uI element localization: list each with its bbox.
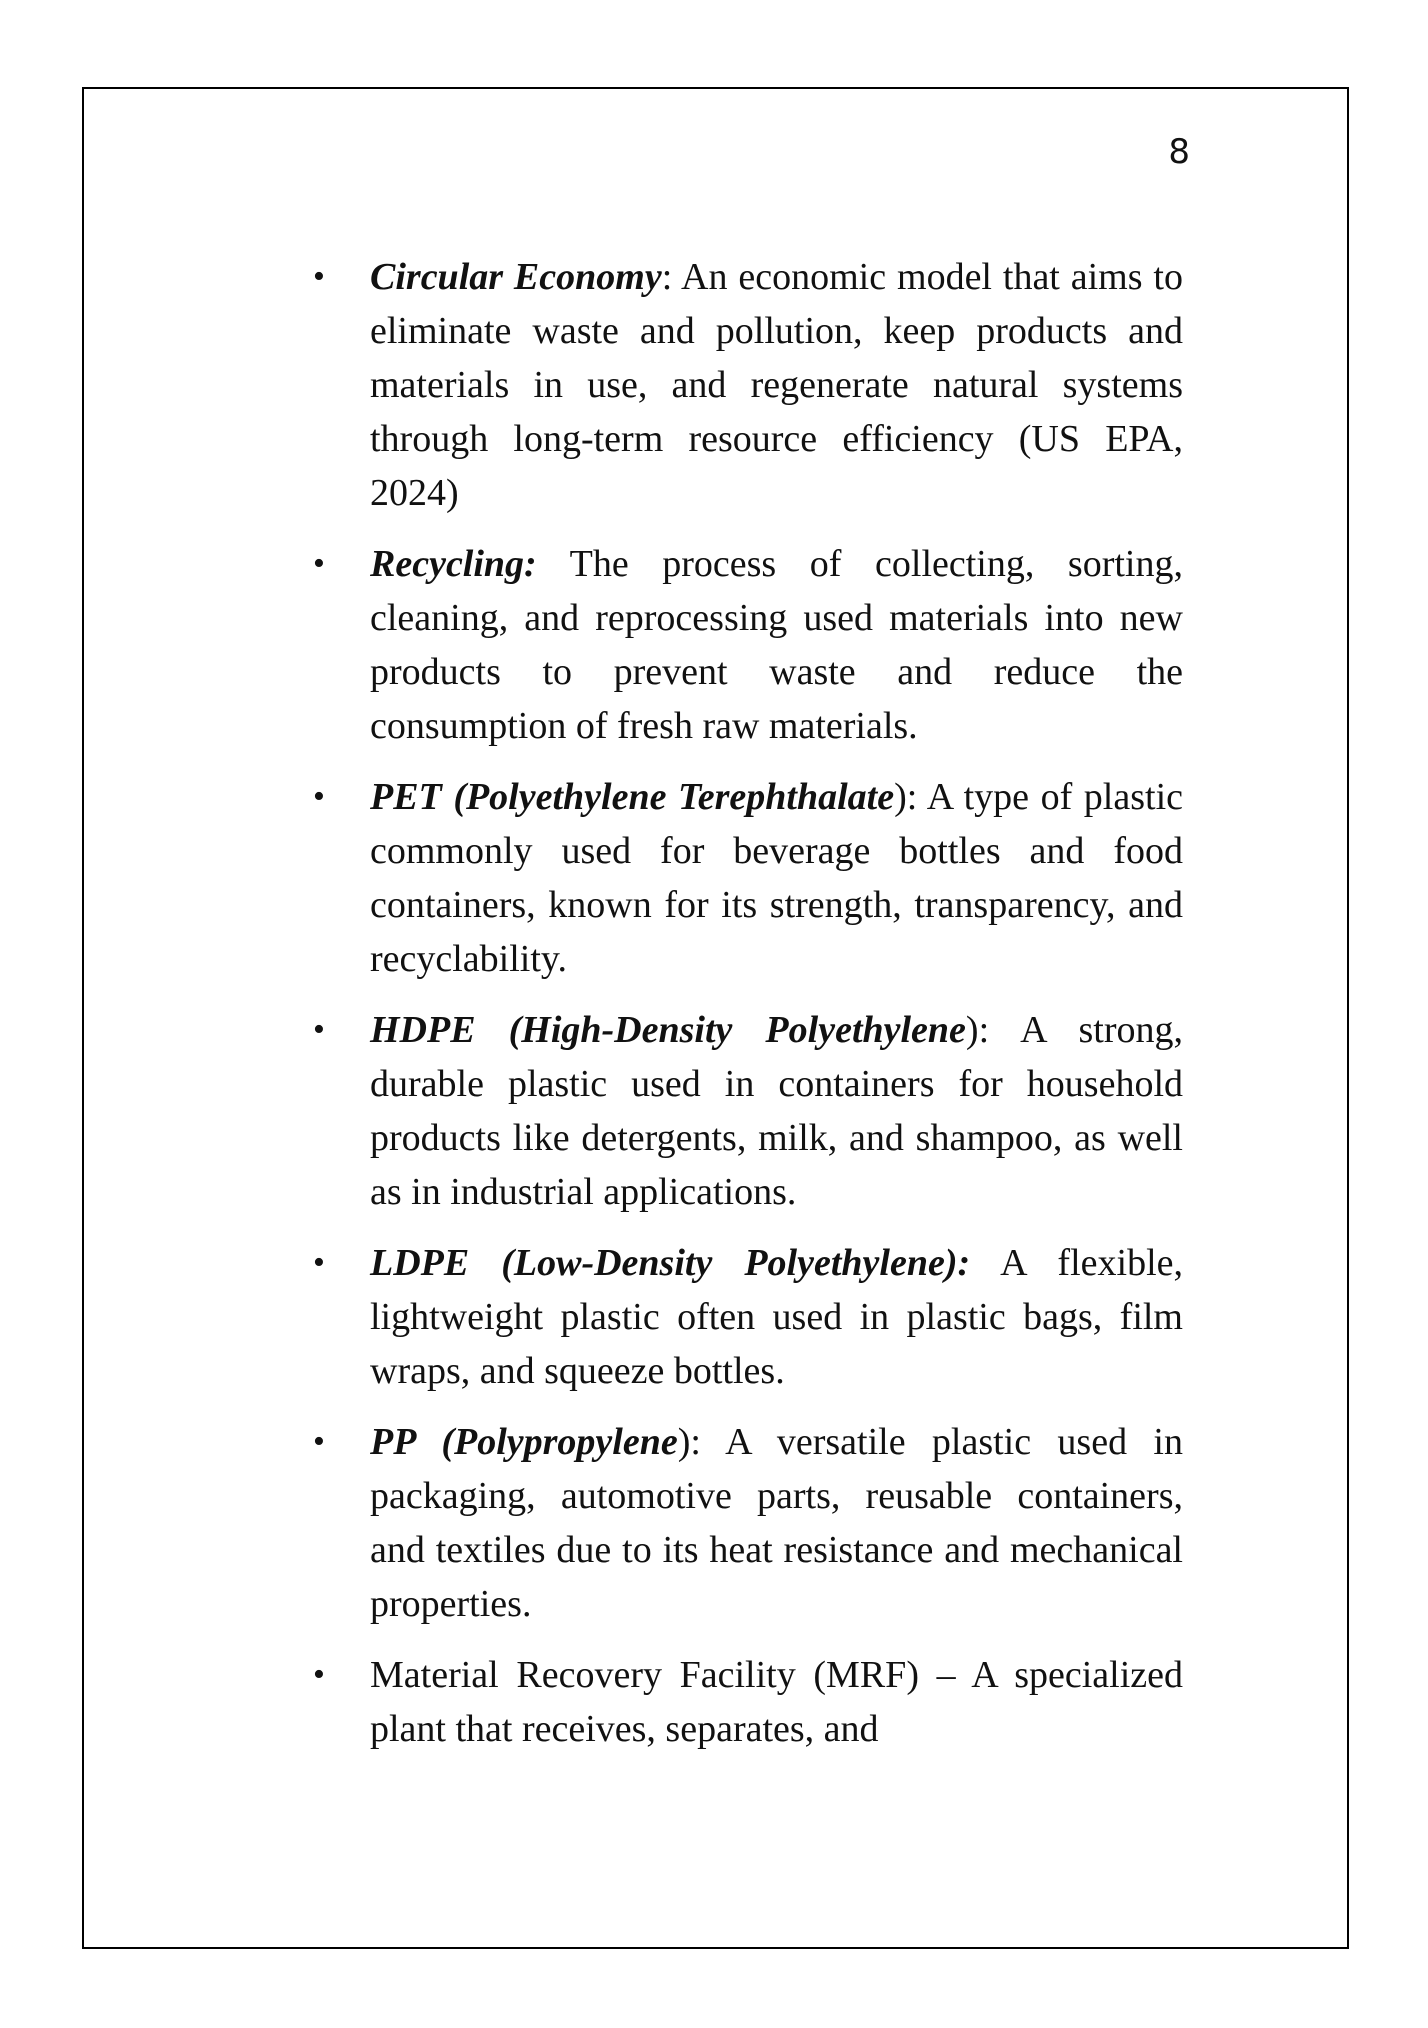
definition-ldpe: A flexible, lightweight plastic often used in plastic bags, film wraps, and squeeze bottles. xyxy=(370,1242,1183,1392)
definition-hdpe: ): A strong, durable plastic used in containers for household products like detergents, milk, and shampoo, as well as in industrial applications. xyxy=(370,1009,1183,1213)
bullet-icon: • xyxy=(313,258,325,295)
definition-pp: ): A versatile plastic used in packaging, automotive parts, reusable containers, and textiles due to its heat resistance and mechanical properties. xyxy=(370,1421,1183,1625)
glossary-item-pp xyxy=(313,1415,1183,1631)
glossary-item-pet xyxy=(313,770,1183,986)
bullet-icon: • xyxy=(313,1656,325,1693)
term-ldpe: LDPE (Low-Density Polyethylene): xyxy=(370,1242,971,1284)
glossary-item-circular-economy xyxy=(313,250,1183,520)
definition-circular-economy: : An economic model that aims to eliminate waste and pollution, keep products and materials in use, and regenerate natural systems through long-term resource efficiency (US EPA, 2024) xyxy=(370,256,1183,514)
term-pet: PET (Polyethylene Terephthalate xyxy=(370,776,895,818)
term-recycling: Recycling: xyxy=(370,543,537,585)
term-hdpe: HDPE (High-Density Polyethylene xyxy=(370,1009,966,1051)
definition-recycling: The process of collecting, sorting, cleaning, and reprocessing used materials into new products to prevent waste and reduce the consumption of fresh raw materials. xyxy=(370,543,1183,747)
definition-pet: ): A type of plastic commonly used for beverage bottles and food containers, known for its strength, transparency, and recyclability. xyxy=(370,776,1183,980)
bullet-icon: • xyxy=(313,545,325,582)
bullet-icon: • xyxy=(313,1244,325,1281)
bullet-icon: • xyxy=(313,1011,325,1048)
page-number: 8 xyxy=(1168,132,1190,172)
glossary-item-hdpe xyxy=(313,1003,1183,1219)
bullet-icon: • xyxy=(313,1423,325,1460)
glossary-item-recycling xyxy=(313,537,1183,753)
glossary-item-mrf xyxy=(313,1648,1183,1756)
definition-mrf: Material Recovery Facility (MRF) – A specialized plant that receives, separates, and xyxy=(370,1654,1183,1750)
term-circular-economy: Circular Economy xyxy=(370,256,662,298)
bullet-icon: • xyxy=(313,778,325,815)
glossary-item-ldpe xyxy=(313,1236,1183,1398)
glossary-list xyxy=(313,250,1183,1773)
term-pp: PP (Polypropylene xyxy=(370,1421,678,1463)
